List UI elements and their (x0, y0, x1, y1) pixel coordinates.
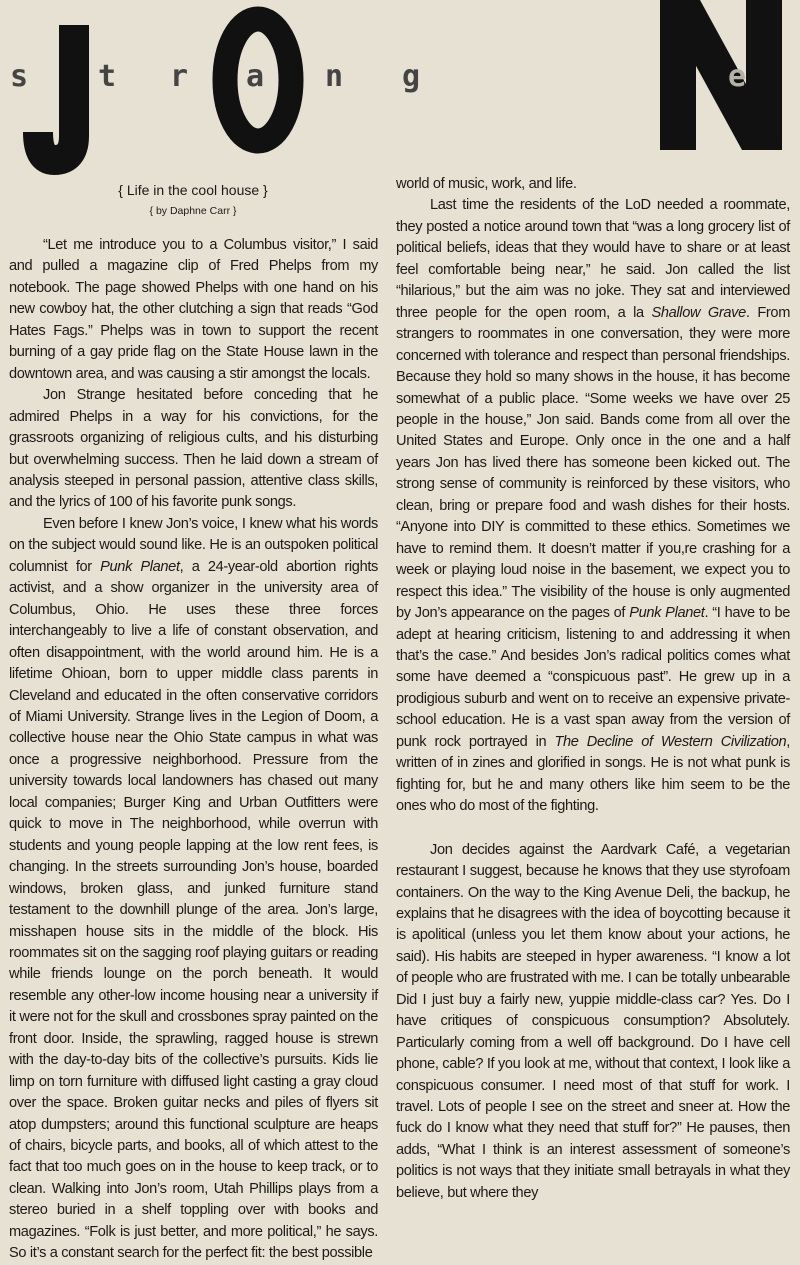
dot-letter-s: s (10, 59, 29, 94)
text-run: . From strangers to roommates in one conversation, they were more concerned with tolerance and respect than personal friendships. Because they hold so many shows in the house, it has become somewhat of a public place. “Some weeks we have over 25 people in the house,” Jon said. Bands come from all over the United States and Europe. Only once in the one and a half years Jon has lived there has someone been kicked out. The strong sense of community is reinforced by these visitors, who clean, bring or prepare food and wash dishes for their hosts. “Anyone into DIY is committed to these ethics. Sometimes we have to remind them. It doesn’t matter if you,re crashing for a week or playing loud noise in the basement, we expect you to respect this idea.” The visibility of the house is only augmented by Jon’s appearance on the pages of (396, 304, 791, 622)
paragraph (396, 174, 790, 195)
dot-letter-n: n (325, 59, 344, 94)
text-run: “Let me introduce you to a Columbus visitor,” I said and pulled a magazine clip of Fred Phelps from my notebook. The page showed Phelps with one hand on his new cowboy hat, the other clutching a sign that reads “God Hates Fags.” Phelps was in town to support the recent burning of a gay pride flag on the State House lawn in the downtown area, and was causing a stir amongst the locals. (9, 237, 378, 382)
article-byline: { by Daphne Carr } (149, 205, 237, 217)
paragraph (9, 385, 378, 514)
text-run: Last time the residents of the LoD needed a roommate, they posted a notice around town that “was a long grocery list of political beliefs, ideas that they would have to share or at least feel comfortable being near,” he said. Jon called the list “hilarious,” but the aim was no joke. They sat and interviewed three people for the open room, a la (396, 197, 790, 321)
text-run: , a 24-year-old abortion rights activist, and a show organizer in the university area of Columbus, Ohio. He uses these three forces interchangeably to live a life of constant observation, and often disappointment, with the world around him. He is a lifetime Ohioan, born to upper middle class parents in Cleveland and educated in the often conservative corridors of Miami University. Strange lives in the Legion of Doom, a collective house near the Ohio State campus in what was once a progressive neighborhood. Pressure from the university towards local landowners has chased out many local companies; Burger King and Urban Outfitters were quick to move in The neighborhood, while overrun with students and young people lapping at the low rent fees, is changing. In the streets surrounding Jon’s house, boarded windows, broken glass, and junked furniture stand testament to the downhill plunge of the area. Jon’s large, misshapen house sits in the middle of the block. His roommates sit on the sagging roof playing guitars or reading while friends lounge on the porch beneath. It would resemble any other-low income housing near a university if it were not for the skull and crossbones spray painted on the front door. Inside, the sprawling, ragged house is strewn with the day-to-day bits of the collective’s pursuits. Kids lie limp on torn furniture with diffused light casting a gray cloud over the space. Broken guitar necks and piles of flyers sit atop dumpsters; around this functional sculpture are heaps of chairs, bicycle parts, and books, all of which attest to the fact that too much goes on in the house to keep track, or to clean. Walking into Jon’s room, Utah Phillips plays from a stereo buried in a shelf toppling over with books and magazines. “Folk is just better, and more political,” he says. So it’s a constant search for the perfect fit: the best possible (9, 558, 378, 1262)
right-column (396, 174, 790, 1204)
dot-letter-g: g (402, 59, 421, 94)
paragraph (396, 195, 790, 817)
italic-title: The Decline of Western Civilization (554, 733, 787, 750)
text-run: Jon decides against the Aardvark Café, a vegetarian restaurant I suggest, because he knows that they use styrofoam containers. On the way to the King Avenue Deli, the backup, he explains that he disagrees with the idea of boycotting because it is apolitical (unless you let them know about your actions, he said). His habits are steeped in hyper awareness. “I know a lot of people who are frustrated with me. I can be totally unbearable Did I just buy a fairly new, yuppie middle-class car? Yes. Do I have critiques of conspicuous consumption? Absolutely. Particularly coming from a well off background. Do I have cell phone, cable? If you look at me, without that context, I look like a conspicuous consumer. I need most of that stuff for work. I travel. Lots of people I see on the street and sneer at. How the fuck do I know what they need that stuff for?” He pauses, then adds, “What I think is an interest assessment of someone’s politics is not ways that they initiate small betrayals in what they believe, but where they (396, 841, 790, 1201)
italic-title: Punk Planet (100, 558, 180, 575)
text-run: , written of in zines and glorified in songs. He is not what punk is fighting for, but he and many others like him seem to be the ones who do most of the fighting. (396, 733, 790, 815)
text-run: . “I have to be adept at hearing criticism, listening to and addressing it when that’s the case.” And besides Jon’s radical politics comes what some have deemed a “conspicuous past”. He grew up in a prodigious suburb and went on to receive an expensive private-school education. He is a vast span away from the version of punk rock portrayed in (396, 605, 790, 750)
text-run: Even before I knew Jon’s voice, I knew what his words on the subject would sound like. He is an outspoken political columnist for (9, 515, 378, 575)
italic-title: Punk Planet (629, 605, 705, 622)
dot-letter-r: r (170, 59, 189, 94)
dot-letter-a: a (246, 59, 265, 94)
dot-letter-t: t (98, 59, 117, 94)
title-letter-j (38, 25, 74, 160)
title-letter-n (660, 0, 782, 150)
paragraph (9, 514, 378, 1265)
text-run: Jon Strange hesitated before conceding that he admired Phelps in a way for his convictions, for the grassroots organizing of religious cults, and his disturbing but overwhelming success. Then he laid down a stream of analysis steeped in personal passion, attentive class skills, and the lyrics of 100 of his favorite punk songs. (9, 387, 378, 511)
left-column (9, 235, 378, 1265)
title-big-letters-logo (0, 0, 800, 180)
paragraph (396, 840, 790, 1205)
text-run: world of music, work, and life. (396, 176, 577, 192)
paragraph (9, 235, 378, 385)
italic-title: Shallow Grave (651, 304, 746, 321)
article-subtitle: { Life in the cool house } (118, 182, 268, 198)
dot-letter-e: e (728, 59, 747, 94)
